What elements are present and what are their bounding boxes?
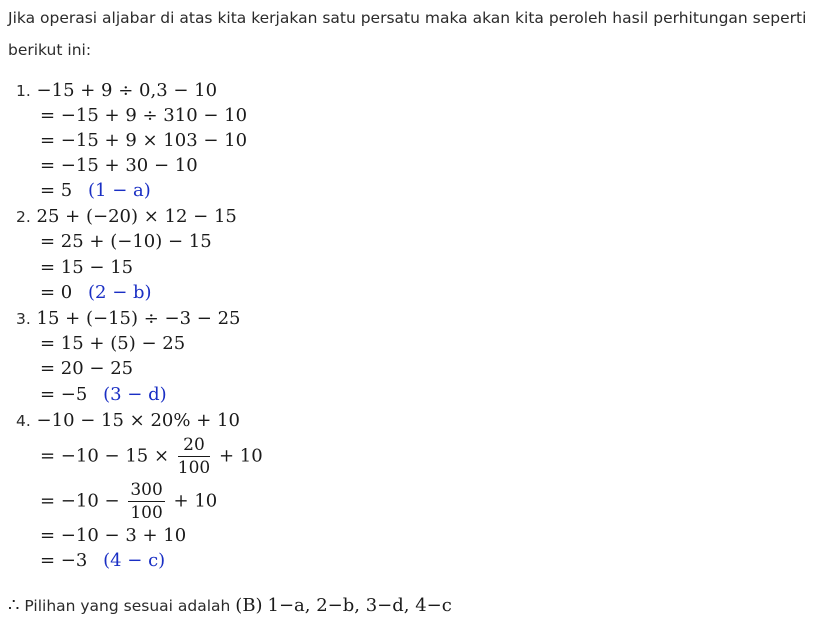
result-value: = −5 <box>40 384 88 405</box>
result-line <box>40 550 165 571</box>
fraction <box>128 479 164 524</box>
fraction <box>178 434 210 479</box>
answer-pair: (1 − a) <box>88 180 151 201</box>
fraction-denominator: 100 <box>130 503 163 523</box>
conclusion-text: Pilihan yang sesuai adalah <box>24 597 231 615</box>
result-value: = 5 <box>40 180 73 201</box>
problem-number: 2. <box>16 208 31 226</box>
fraction-step-line <box>40 479 217 524</box>
fraction-step-line <box>40 434 263 479</box>
problem-expression: −15 + 9 ÷ 0,3 − 10 <box>36 80 218 101</box>
step-right: + 10 <box>218 445 263 467</box>
intro-paragraph: Jika operasi aljabar di atas kita kerjakan satu persatu maka akan kita peroleh hasil perhitungan seperti berikut ini: <box>8 9 807 59</box>
step-line: = −15 + 30 − 10 <box>40 155 198 176</box>
answer-pair: (2 − b) <box>88 282 152 303</box>
result-line <box>40 384 167 405</box>
step-line: = 15 − 15 <box>40 257 134 278</box>
problem-2-expression <box>16 206 237 227</box>
problem-expression: 25 + (−20) × 12 − 15 <box>36 206 237 227</box>
result-value: = 0 <box>40 282 73 303</box>
problem-number: 1. <box>16 82 31 100</box>
step-line: = −15 + 9 × 103 − 10 <box>40 130 248 151</box>
result-line <box>40 180 151 201</box>
problem-1-expression <box>16 80 217 101</box>
problem-expression: −10 − 15 × 20% + 10 <box>36 410 240 431</box>
problem-number: 3. <box>16 310 31 328</box>
choice-pairs: 1−a, 2−b, 3−d, 4−c <box>267 595 452 616</box>
problem-expression: 15 + (−15) ÷ −3 − 25 <box>36 308 241 329</box>
fraction-numerator: 300 <box>130 480 163 500</box>
fraction-numerator: 20 <box>178 434 210 457</box>
result-line <box>40 282 152 303</box>
step-left: = −10 − 15 × <box>40 445 170 467</box>
result-value: = −3 <box>40 550 88 571</box>
step-line: = 15 + (5) − 25 <box>40 333 186 354</box>
step-line: = −15 + 9 ÷ 310 − 10 <box>40 105 248 126</box>
step-line: = 20 − 25 <box>40 358 134 379</box>
problem-number: 4. <box>16 412 31 430</box>
fraction-denominator: 100 <box>177 458 211 478</box>
choice-letter: (B) <box>235 595 263 616</box>
answer-pair: (3 − d) <box>103 384 167 405</box>
conclusion-line <box>8 595 452 616</box>
problem-4-expression <box>16 410 240 431</box>
step-line: = 25 + (−10) − 15 <box>40 231 212 252</box>
problem-3-expression <box>16 308 240 329</box>
therefore-icon: ∴ <box>8 595 20 616</box>
step-right: + 10 <box>173 490 218 512</box>
step-line: = −10 − 3 + 10 <box>40 525 187 546</box>
step-left: = −10 − <box>40 490 120 512</box>
answer-pair: (4 − c) <box>103 550 166 571</box>
